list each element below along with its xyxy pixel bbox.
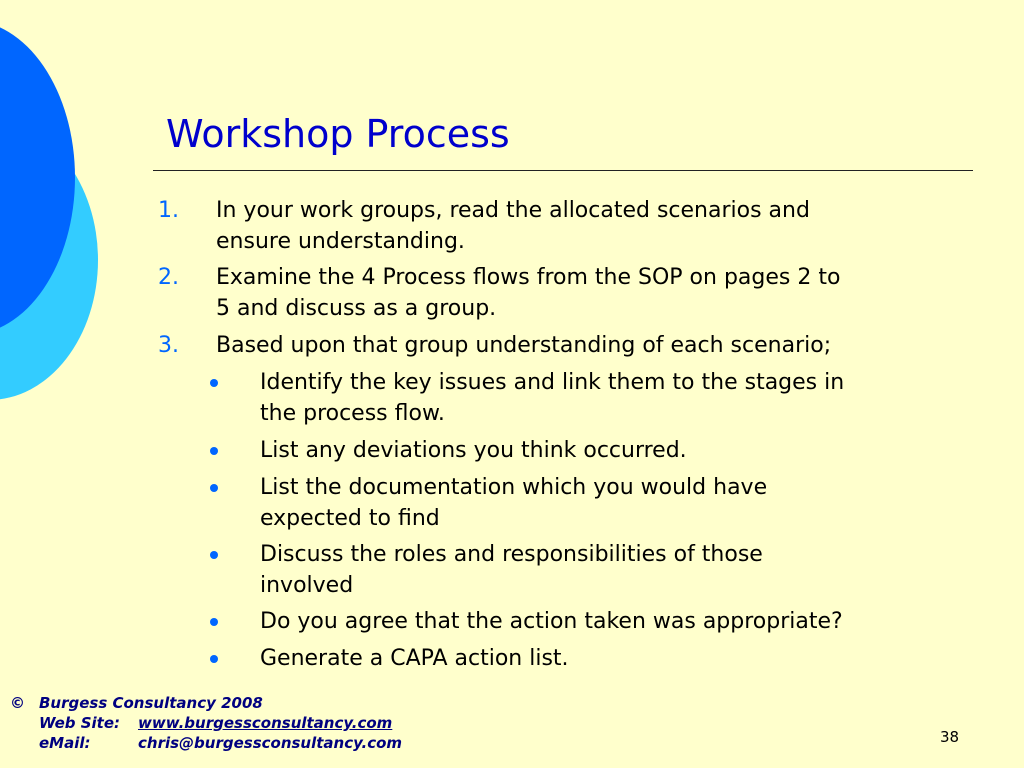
email-label: eMail: xyxy=(39,734,91,752)
sub-list-item-line: involved xyxy=(260,573,354,598)
title-divider xyxy=(153,170,973,171)
bullet-icon xyxy=(210,447,218,455)
list-item xyxy=(216,195,810,257)
sub-list-item-line: Generate a CAPA action list. xyxy=(260,646,569,671)
sub-list-item-line: Identify the key issues and link them to the stages in xyxy=(260,370,845,395)
bullet-icon xyxy=(210,618,218,626)
list-item-line: ensure understanding. xyxy=(216,229,465,254)
bullet-icon xyxy=(210,655,218,663)
list-item-line: Examine the 4 Process flows from the SOP on pages 2 to xyxy=(216,265,841,290)
list-item-line: 5 and discuss as a group. xyxy=(216,296,497,321)
website-link[interactable]: www.burgessconsultancy.com xyxy=(138,714,393,732)
list-item xyxy=(216,262,840,324)
list-item-line: In your work groups, read the allocated scenarios and xyxy=(216,198,810,223)
item-number: 1. xyxy=(158,198,179,223)
page-number: 38 xyxy=(940,728,960,746)
sub-list-item-line: the process flow. xyxy=(260,401,445,426)
sub-list-item xyxy=(260,435,687,466)
footer-company: Burgess Consultancy 2008 xyxy=(39,694,263,712)
sub-list-item-line: Do you agree that the action taken was appropriate? xyxy=(260,609,843,634)
sub-list-item-line: List the documentation which you would have xyxy=(260,475,768,500)
bullet-icon xyxy=(210,484,218,492)
copyright-symbol: © xyxy=(10,694,25,712)
sub-list-item xyxy=(260,472,767,534)
item-number: 2. xyxy=(158,265,179,290)
sub-list-item xyxy=(260,606,843,637)
bullet-icon xyxy=(210,379,218,387)
sub-list-item-line: expected to find xyxy=(260,506,440,531)
sub-list-item xyxy=(260,367,844,429)
item-number: 3. xyxy=(158,333,179,358)
list-item xyxy=(216,330,831,361)
sub-list-item xyxy=(260,539,763,601)
website-label: Web Site: xyxy=(39,714,121,732)
sub-list-item-line: List any deviations you think occurred. xyxy=(260,438,687,463)
email-address: chris@burgessconsultancy.com xyxy=(138,734,403,752)
list-item-line: Based upon that group understanding of each scenario; xyxy=(216,333,832,358)
sub-list-item xyxy=(260,643,569,674)
bullet-icon xyxy=(210,551,218,559)
sub-list-item-line: Discuss the roles and responsibilities of those xyxy=(260,542,763,567)
slide-title: Workshop Process xyxy=(166,112,510,156)
